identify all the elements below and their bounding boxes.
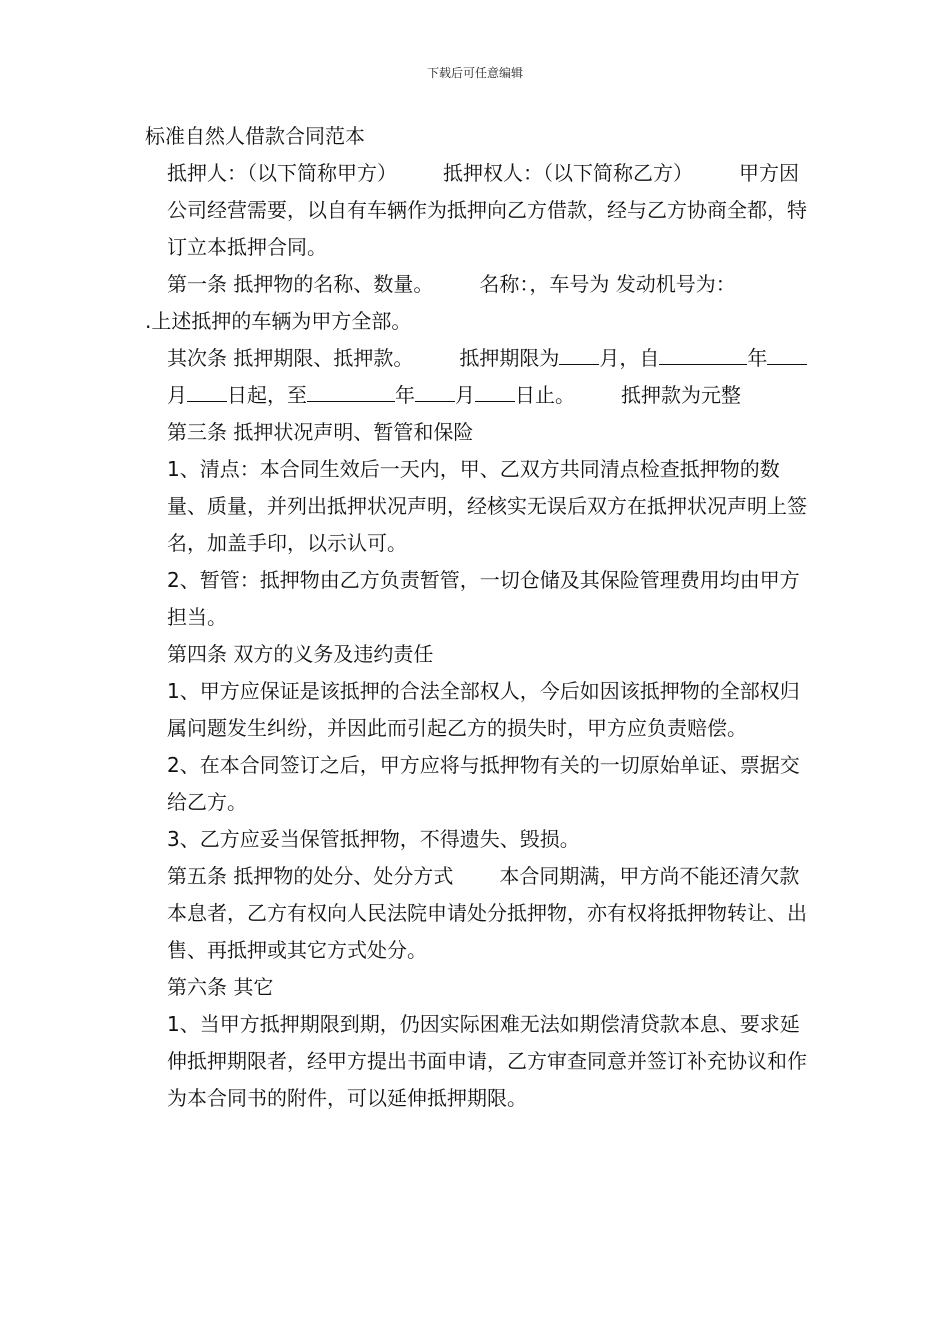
blank-end-day[interactable] [475,379,515,402]
article-3-p2: 2、暂管：抵押物由乙方负责暂管，一切仓储及其保险管理费用均由甲方担当。 [167,568,800,629]
document-body [145,118,810,1117]
blank-end-month[interactable] [415,379,455,402]
amount-tail: 元整 [701,383,741,407]
intro-paragraph [145,155,810,266]
document-title: 标准自然人借款合同范本 [145,124,365,148]
article-4-p3: 3、乙方应妥当保管抵押物，不得遗失、毁损。 [167,827,580,851]
amount-label: 抵押款为 [621,383,701,407]
article-1-tail: .上述抵押的车辆为甲方全部。 [145,309,412,333]
blank-start-month[interactable] [767,342,807,365]
article-1-plate: ，车号为 发动机号为： [529,272,736,296]
article-5-text: 本合同期满，甲方尚不能还清欠款本息者，乙方有权向人民法院申请处分抵押物，亦有权将抵押物转让、出售、再抵押或其它方式处分。 [167,864,807,962]
article-4-heading: 第四条 双方的义务及违约责任 [167,642,434,666]
blank-end-year[interactable] [307,379,395,402]
article-2-heading: 其次条 抵押期限、抵押款。 [167,346,414,370]
blank-term-months[interactable] [559,342,599,365]
article-6-heading: 第六条 其它 [167,975,274,999]
page-header-note: 下载后可任意编辑 [426,66,523,80]
article-4-p1: 1、甲方应保证是该抵押的合法全部权人，今后如因该抵押物的全部权归属问题发生纠纷，并因此而引起乙方的损失时，甲方应负责赔偿。 [167,679,800,740]
article-4-p2: 2、在本合同签订之后，甲方应将与抵押物有关的一切原始单证、票据交给乙方。 [167,753,800,814]
mortgagee-label: 抵押权人：（以下简称乙方） [443,161,693,185]
article-3-p1: 1、清点：本合同生效后一天内，甲、乙双方共同清点检查抵押物的数量、质量，并列出抵押状况声明，经核实无误后双方在抵押状况声明上签名，加盖手印，以示认可。 [167,457,807,555]
term-label: 抵押期限为 [459,346,560,370]
article-1-name: 名称： [479,272,530,296]
article-3-heading: 第三条 抵押状况声明、暂管和保险 [167,420,474,444]
article-5 [145,858,810,969]
blank-start-year[interactable] [659,342,747,365]
article-6-p1: 1、当甲方抵押期限到期，仍因实际困难无法如期偿清贷款本息、要求延伸抵押期限者，经甲方提出书面申请，乙方审查同意并签订补充协议和作为本合同书的附件，可以延伸抵押期限。 [167,1012,807,1110]
article-1-heading: 第一条 抵押物的名称、数量。 [167,272,434,296]
article-5-heading: 第五条 抵押物的处分、处分方式 [167,864,454,888]
intro-text: 甲方因公司经营需要，以自有车辆作为抵押向乙方借款，经与乙方协商全都，特订立本抵押合同。 [167,161,807,259]
blank-start-day[interactable] [187,379,227,402]
article-2: 其次条 抵押期限、抵押款。 抵押期限为 月，自 年月 日起，至 年 月 日止。 抵押款为元整 [145,340,810,414]
article-1 [145,266,810,303]
mortgagor-label: 抵押人：（以下简称甲方） [167,161,397,185]
